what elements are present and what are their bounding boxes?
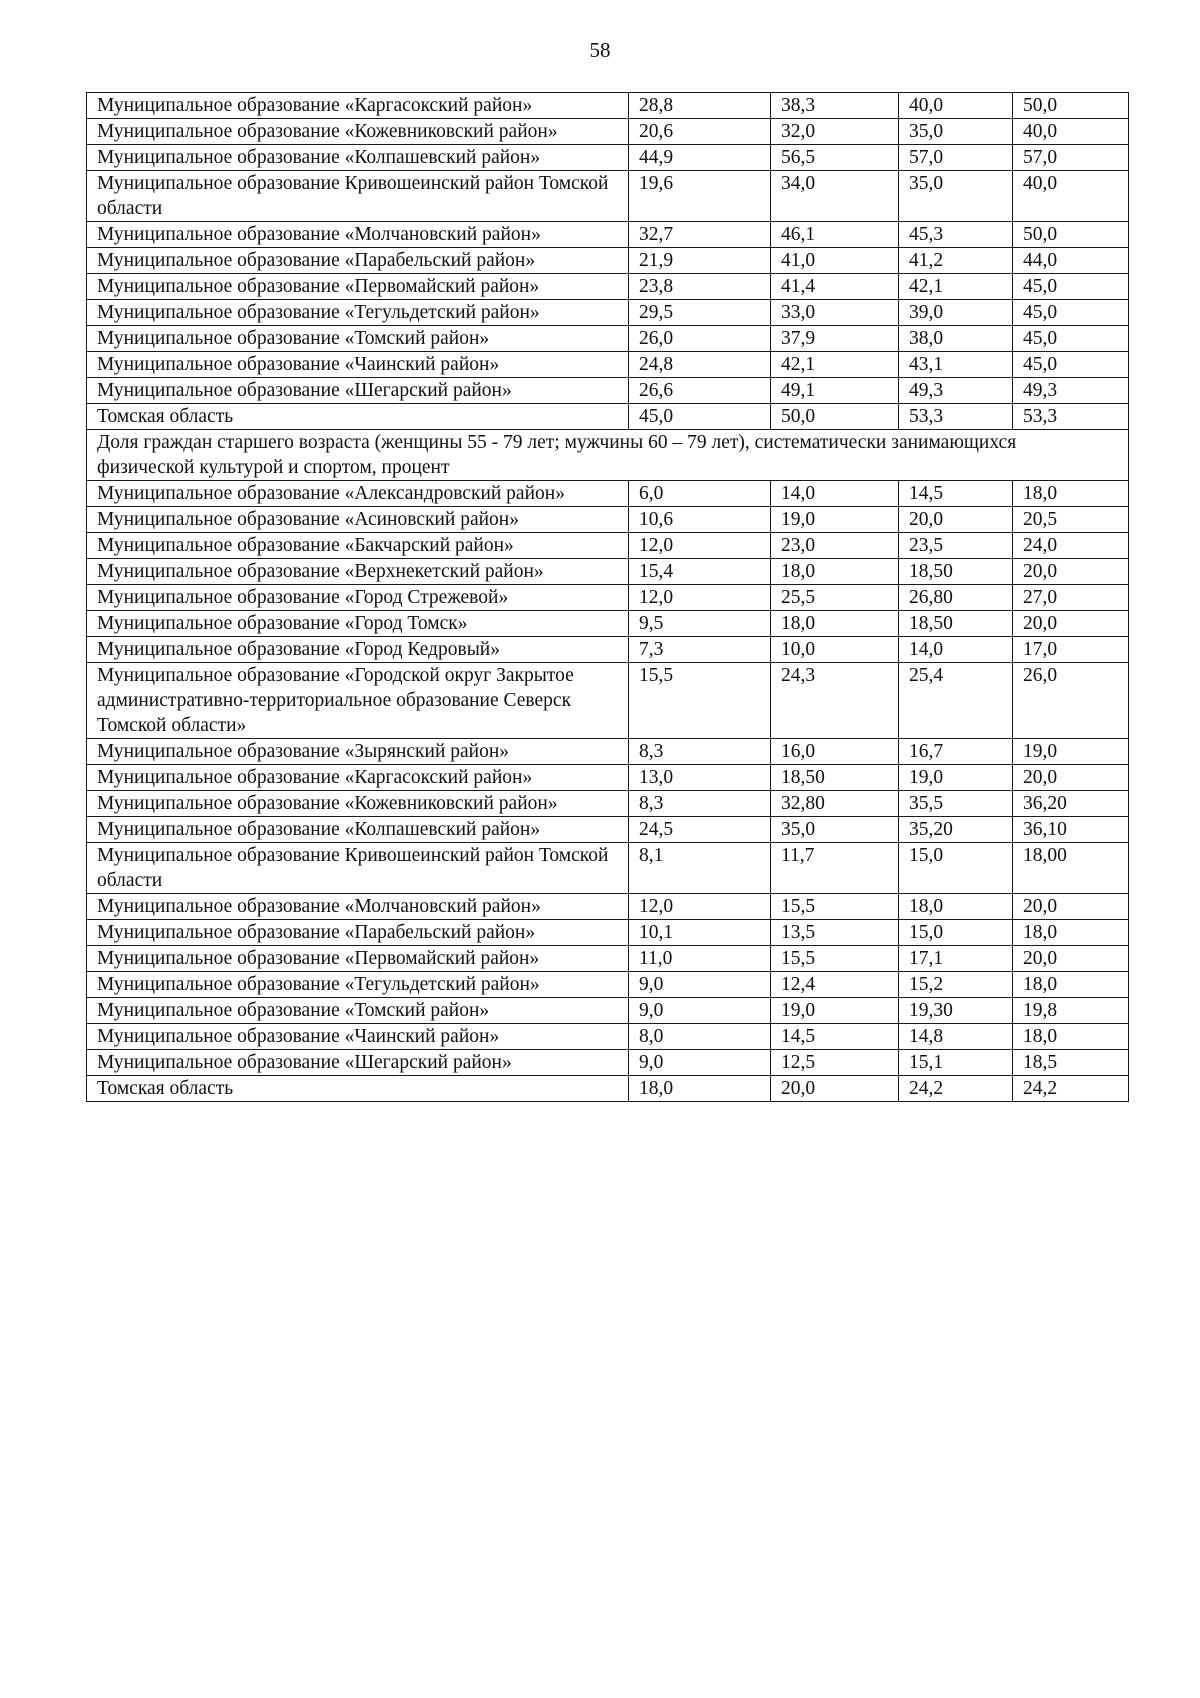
- municipality-name-cell: Муниципальное образование «Асиновский район»: [87, 507, 629, 533]
- table-row: [87, 171, 1129, 222]
- table-row: [87, 93, 1129, 119]
- value-cell: 19,0: [1013, 739, 1129, 765]
- value-cell: 25,4: [899, 663, 1013, 739]
- value-cell: 36,20: [1013, 791, 1129, 817]
- table-row: [87, 274, 1129, 300]
- value-cell: 56,5: [771, 145, 899, 171]
- municipality-name-cell: Муниципальное образование «Тегульдетский район»: [87, 300, 629, 326]
- value-cell: 20,6: [629, 119, 771, 145]
- value-cell: 41,2: [899, 248, 1013, 274]
- value-cell: 9,0: [629, 972, 771, 998]
- value-cell: 26,0: [629, 326, 771, 352]
- value-cell: 20,0: [771, 1076, 899, 1102]
- municipality-name-cell: Муниципальное образование «Город Стрежевой»: [87, 585, 629, 611]
- value-cell: 15,2: [899, 972, 1013, 998]
- value-cell: 15,0: [899, 920, 1013, 946]
- value-cell: 37,9: [771, 326, 899, 352]
- value-cell: 14,0: [899, 637, 1013, 663]
- value-cell: 18,0: [1013, 481, 1129, 507]
- value-cell: 44,9: [629, 145, 771, 171]
- value-cell: 40,0: [1013, 119, 1129, 145]
- table-row: [87, 145, 1129, 171]
- table-row: [87, 791, 1129, 817]
- value-cell: 24,0: [1013, 533, 1129, 559]
- value-cell: 11,0: [629, 946, 771, 972]
- municipality-name-cell: Муниципальное образование «Каргасокский район»: [87, 93, 629, 119]
- value-cell: 10,0: [771, 637, 899, 663]
- municipality-name-cell: Томская область: [87, 404, 629, 430]
- value-cell: 45,0: [1013, 326, 1129, 352]
- value-cell: 34,0: [771, 171, 899, 222]
- value-cell: 35,0: [899, 171, 1013, 222]
- table-row: [87, 378, 1129, 404]
- table-row: [87, 481, 1129, 507]
- table-row: [87, 352, 1129, 378]
- value-cell: 12,0: [629, 894, 771, 920]
- value-cell: 16,7: [899, 739, 1013, 765]
- value-cell: 50,0: [1013, 93, 1129, 119]
- value-cell: 24,8: [629, 352, 771, 378]
- municipality-name-cell: Муниципальное образование «Александровский район»: [87, 481, 629, 507]
- value-cell: 44,0: [1013, 248, 1129, 274]
- value-cell: 50,0: [771, 404, 899, 430]
- value-cell: 11,7: [771, 843, 899, 894]
- value-cell: 17,1: [899, 946, 1013, 972]
- value-cell: 6,0: [629, 481, 771, 507]
- value-cell: 15,1: [899, 1050, 1013, 1076]
- value-cell: 24,2: [899, 1076, 1013, 1102]
- value-cell: 16,0: [771, 739, 899, 765]
- value-cell: 41,4: [771, 274, 899, 300]
- table-row: [87, 946, 1129, 972]
- value-cell: 12,5: [771, 1050, 899, 1076]
- value-cell: 13,5: [771, 920, 899, 946]
- value-cell: 45,3: [899, 222, 1013, 248]
- municipality-name-cell: Муниципальное образование «Шегарский район»: [87, 378, 629, 404]
- municipality-name-cell: Муниципальное образование «Колпашевский район»: [87, 145, 629, 171]
- value-cell: 20,0: [899, 507, 1013, 533]
- value-cell: 21,9: [629, 248, 771, 274]
- table-row: [87, 1024, 1129, 1050]
- municipality-name-cell: Муниципальное образование «Город Томск»: [87, 611, 629, 637]
- table-row: [87, 300, 1129, 326]
- municipality-name-cell: Муниципальное образование «Колпашевский район»: [87, 817, 629, 843]
- value-cell: 45,0: [629, 404, 771, 430]
- value-cell: 14,0: [771, 481, 899, 507]
- municipality-name-cell: Муниципальное образование «Первомайский район»: [87, 274, 629, 300]
- municipality-name-cell: Муниципальное образование «Чаинский район»: [87, 1024, 629, 1050]
- value-cell: 15,4: [629, 559, 771, 585]
- section-header-row: [87, 430, 1129, 481]
- table-row: [87, 1050, 1129, 1076]
- value-cell: 14,8: [899, 1024, 1013, 1050]
- table-row: [87, 507, 1129, 533]
- table-row: [87, 972, 1129, 998]
- table-row: [87, 637, 1129, 663]
- municipality-name-cell: Муниципальное образование «Кожевниковский район»: [87, 119, 629, 145]
- municipality-name-cell: Муниципальное образование «Городской округ Закрытое административно-территориальное образование Северск Томской области»: [87, 663, 629, 739]
- value-cell: 53,3: [1013, 404, 1129, 430]
- table-row: [87, 765, 1129, 791]
- value-cell: 12,4: [771, 972, 899, 998]
- value-cell: 12,0: [629, 585, 771, 611]
- municipality-name-cell: Томская область: [87, 1076, 629, 1102]
- value-cell: 24,3: [771, 663, 899, 739]
- municipality-name-cell: Муниципальное образование «Город Кедровый»: [87, 637, 629, 663]
- value-cell: 12,0: [629, 533, 771, 559]
- value-cell: 38,3: [771, 93, 899, 119]
- value-cell: 41,0: [771, 248, 899, 274]
- value-cell: 13,0: [629, 765, 771, 791]
- value-cell: 8,0: [629, 1024, 771, 1050]
- municipality-name-cell: Муниципальное образование «Зырянский район»: [87, 739, 629, 765]
- table-row: [87, 998, 1129, 1024]
- municipality-name-cell: Муниципальное образование «Бакчарский район»: [87, 533, 629, 559]
- table-row: [87, 585, 1129, 611]
- municipality-name-cell: Муниципальное образование «Парабельский район»: [87, 920, 629, 946]
- value-cell: 35,20: [899, 817, 1013, 843]
- value-cell: 26,6: [629, 378, 771, 404]
- value-cell: 18,0: [899, 894, 1013, 920]
- value-cell: 57,0: [1013, 145, 1129, 171]
- value-cell: 35,0: [899, 119, 1013, 145]
- table-row: [87, 559, 1129, 585]
- municipality-name-cell: Муниципальное образование «Томский район»: [87, 326, 629, 352]
- table-row: [87, 739, 1129, 765]
- value-cell: 19,30: [899, 998, 1013, 1024]
- value-cell: 8,3: [629, 791, 771, 817]
- value-cell: 18,5: [1013, 1050, 1129, 1076]
- value-cell: 24,2: [1013, 1076, 1129, 1102]
- value-cell: 45,0: [1013, 300, 1129, 326]
- value-cell: 28,8: [629, 93, 771, 119]
- municipality-name-cell: Муниципальное образование Кривошеинский район Томской области: [87, 171, 629, 222]
- table-row: [87, 611, 1129, 637]
- page-number: 58: [589, 38, 611, 62]
- table-row: [87, 843, 1129, 894]
- value-cell: 9,0: [629, 998, 771, 1024]
- value-cell: 40,0: [899, 93, 1013, 119]
- table-row: [87, 920, 1129, 946]
- value-cell: 18,0: [771, 559, 899, 585]
- value-cell: 19,6: [629, 171, 771, 222]
- value-cell: 15,5: [771, 894, 899, 920]
- table-row: [87, 119, 1129, 145]
- value-cell: 19,8: [1013, 998, 1129, 1024]
- value-cell: 57,0: [899, 145, 1013, 171]
- table-row: [87, 894, 1129, 920]
- value-cell: 15,5: [629, 663, 771, 739]
- value-cell: 20,0: [1013, 765, 1129, 791]
- value-cell: 20,5: [1013, 507, 1129, 533]
- value-cell: 49,3: [899, 378, 1013, 404]
- table-row: [87, 404, 1129, 430]
- value-cell: 20,0: [1013, 894, 1129, 920]
- value-cell: 42,1: [771, 352, 899, 378]
- value-cell: 18,50: [899, 559, 1013, 585]
- value-cell: 19,0: [771, 507, 899, 533]
- value-cell: 19,0: [899, 765, 1013, 791]
- value-cell: 40,0: [1013, 171, 1129, 222]
- value-cell: 35,0: [771, 817, 899, 843]
- value-cell: 32,0: [771, 119, 899, 145]
- table-row: [87, 663, 1129, 739]
- value-cell: 23,5: [899, 533, 1013, 559]
- value-cell: 20,0: [1013, 611, 1129, 637]
- value-cell: 18,00: [1013, 843, 1129, 894]
- value-cell: 35,5: [899, 791, 1013, 817]
- value-cell: 50,0: [1013, 222, 1129, 248]
- value-cell: 18,0: [1013, 972, 1129, 998]
- value-cell: 23,8: [629, 274, 771, 300]
- value-cell: 18,0: [629, 1076, 771, 1102]
- municipality-name-cell: Муниципальное образование «Верхнекетский район»: [87, 559, 629, 585]
- value-cell: 14,5: [899, 481, 1013, 507]
- value-cell: 49,1: [771, 378, 899, 404]
- value-cell: 42,1: [899, 274, 1013, 300]
- value-cell: 43,1: [899, 352, 1013, 378]
- indicator-table-body: [87, 93, 1129, 1102]
- value-cell: 20,0: [1013, 559, 1129, 585]
- municipality-name-cell: Муниципальное образование «Парабельский район»: [87, 248, 629, 274]
- value-cell: 24,5: [629, 817, 771, 843]
- table-row: [87, 222, 1129, 248]
- municipality-name-cell: Муниципальное образование «Молчановский район»: [87, 222, 629, 248]
- municipality-name-cell: Муниципальное образование «Молчановский район»: [87, 894, 629, 920]
- municipality-name-cell: Муниципальное образование «Шегарский район»: [87, 1050, 629, 1076]
- table-row: [87, 817, 1129, 843]
- value-cell: 20,0: [1013, 946, 1129, 972]
- value-cell: 18,0: [771, 611, 899, 637]
- value-cell: 26,80: [899, 585, 1013, 611]
- value-cell: 32,7: [629, 222, 771, 248]
- value-cell: 15,0: [899, 843, 1013, 894]
- section-title: Доля граждан старшего возраста (женщины 55 - 79 лет; мужчины 60 – 79 лет), систематически занимающихся физической культурой и спортом, процент: [87, 430, 1129, 481]
- value-cell: 45,0: [1013, 274, 1129, 300]
- value-cell: 19,0: [771, 998, 899, 1024]
- table-row: [87, 1076, 1129, 1102]
- value-cell: 23,0: [771, 533, 899, 559]
- indicator-table: [86, 92, 1129, 1102]
- value-cell: 14,5: [771, 1024, 899, 1050]
- value-cell: 18,0: [1013, 1024, 1129, 1050]
- value-cell: 10,6: [629, 507, 771, 533]
- municipality-name-cell: Муниципальное образование Кривошеинский район Томской области: [87, 843, 629, 894]
- value-cell: 26,0: [1013, 663, 1129, 739]
- value-cell: 25,5: [771, 585, 899, 611]
- value-cell: 8,1: [629, 843, 771, 894]
- value-cell: 18,50: [771, 765, 899, 791]
- municipality-name-cell: Муниципальное образование «Каргасокский район»: [87, 765, 629, 791]
- value-cell: 32,80: [771, 791, 899, 817]
- value-cell: 36,10: [1013, 817, 1129, 843]
- value-cell: 46,1: [771, 222, 899, 248]
- value-cell: 29,5: [629, 300, 771, 326]
- value-cell: 9,5: [629, 611, 771, 637]
- value-cell: 18,0: [1013, 920, 1129, 946]
- value-cell: 39,0: [899, 300, 1013, 326]
- value-cell: 45,0: [1013, 352, 1129, 378]
- municipality-name-cell: Муниципальное образование «Чаинский район»: [87, 352, 629, 378]
- municipality-name-cell: Муниципальное образование «Томский район»: [87, 998, 629, 1024]
- value-cell: 27,0: [1013, 585, 1129, 611]
- value-cell: 7,3: [629, 637, 771, 663]
- value-cell: 18,50: [899, 611, 1013, 637]
- value-cell: 33,0: [771, 300, 899, 326]
- value-cell: 10,1: [629, 920, 771, 946]
- value-cell: 49,3: [1013, 378, 1129, 404]
- value-cell: 8,3: [629, 739, 771, 765]
- value-cell: 9,0: [629, 1050, 771, 1076]
- value-cell: 53,3: [899, 404, 1013, 430]
- municipality-name-cell: Муниципальное образование «Тегульдетский район»: [87, 972, 629, 998]
- table-row: [87, 326, 1129, 352]
- value-cell: 17,0: [1013, 637, 1129, 663]
- value-cell: 15,5: [771, 946, 899, 972]
- table-row: [87, 248, 1129, 274]
- value-cell: 38,0: [899, 326, 1013, 352]
- municipality-name-cell: Муниципальное образование «Кожевниковский район»: [87, 791, 629, 817]
- table-row: [87, 533, 1129, 559]
- municipality-name-cell: Муниципальное образование «Первомайский район»: [87, 946, 629, 972]
